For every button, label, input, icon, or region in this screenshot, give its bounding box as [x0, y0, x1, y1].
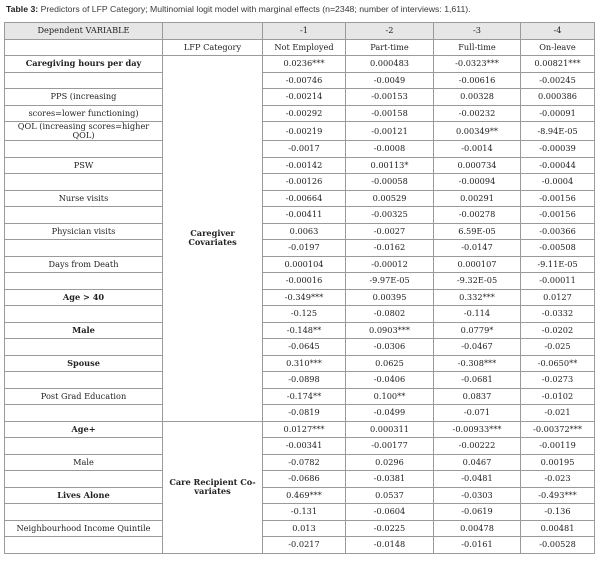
value-cell: -0.00746 — [263, 72, 346, 89]
table-row — [5, 372, 595, 389]
row-label-text: Age > 40 — [62, 291, 105, 302]
value-cell: -0.00156 — [521, 207, 595, 224]
value-cell: -0.00232 — [434, 105, 521, 122]
value-cell: 0.0903*** — [346, 322, 434, 339]
group-label: Caregiver Covariates — [188, 228, 237, 248]
row-label: Male — [5, 454, 163, 471]
table-row — [5, 174, 595, 191]
value-cell: -0.00341 — [263, 438, 346, 455]
row-label — [5, 504, 163, 521]
value-cell: 0.000104 — [263, 256, 346, 273]
row-label — [5, 207, 163, 224]
row-label — [5, 355, 163, 372]
row-label — [5, 273, 163, 290]
value-cell: -0.023 — [521, 471, 595, 488]
value-cell: -0.0017 — [263, 141, 346, 158]
row-label: Nurse visits — [5, 190, 163, 207]
header-blank — [5, 39, 163, 56]
value-cell: -0.0406 — [346, 372, 434, 389]
row-label-text: Spouse — [67, 357, 100, 368]
row-label — [5, 289, 163, 306]
value-cell: -0.00158 — [346, 105, 434, 122]
value-cell: -0.0303 — [434, 487, 521, 504]
row-label — [5, 306, 163, 323]
value-cell: -0.0148 — [346, 537, 434, 554]
value-cell: -0.00016 — [263, 273, 346, 290]
table-row — [5, 89, 595, 106]
row-label-text: Male — [72, 324, 95, 335]
value-cell: -0.174** — [263, 388, 346, 405]
value-cell: -0.00177 — [346, 438, 434, 455]
col-cat-4: On-leave — [521, 39, 595, 56]
value-cell: 0.0127*** — [263, 421, 346, 438]
value-cell: -0.0604 — [346, 504, 434, 521]
caption-label: Table 3: — [6, 4, 39, 14]
row-label — [5, 141, 163, 158]
table-row — [5, 141, 595, 158]
value-cell: -0.0819 — [263, 405, 346, 422]
value-cell: -0.0332 — [521, 306, 595, 323]
table-row — [5, 157, 595, 174]
care-recipient-covariates-group — [163, 421, 263, 553]
value-cell: -0.00011 — [521, 273, 595, 290]
table-row — [5, 122, 595, 141]
value-cell: 0.00395 — [346, 289, 434, 306]
value-cell: -0.021 — [521, 405, 595, 422]
value-cell: -0.136 — [521, 504, 595, 521]
value-cell: -9.11E-05 — [521, 256, 595, 273]
col-cat-1: Not Employed — [263, 39, 346, 56]
table-row — [5, 405, 595, 422]
value-cell: -0.00372*** — [521, 421, 595, 438]
value-cell: -0.00219 — [263, 122, 346, 141]
value-cell: -0.0202 — [521, 322, 595, 339]
table-row — [5, 306, 595, 323]
value-cell: 0.0625 — [346, 355, 434, 372]
table-row — [5, 273, 595, 290]
col-num-1: -1 — [263, 23, 346, 40]
value-cell: -0.0225 — [346, 520, 434, 537]
row-label — [5, 471, 163, 488]
value-cell: 0.00195 — [521, 454, 595, 471]
row-label — [5, 72, 163, 89]
value-cell: -0.00222 — [434, 438, 521, 455]
table-row — [5, 256, 595, 273]
value-cell: -0.0681 — [434, 372, 521, 389]
value-cell: 6.59E-05 — [434, 223, 521, 240]
value-cell: -0.0381 — [346, 471, 434, 488]
row-label — [5, 339, 163, 356]
table-caption — [6, 4, 471, 14]
value-cell: -0.00411 — [263, 207, 346, 224]
table-row — [5, 240, 595, 257]
table-row — [5, 289, 595, 306]
value-cell: 0.000734 — [434, 157, 521, 174]
row-label — [5, 537, 163, 554]
value-cell: 0.0236*** — [263, 56, 346, 73]
header-row-numbers — [5, 23, 595, 40]
row-label-text: Age+ — [71, 423, 96, 434]
value-cell: -0.0147 — [434, 240, 521, 257]
value-cell: -0.00616 — [434, 72, 521, 89]
value-cell: 0.013 — [263, 520, 346, 537]
table-row — [5, 322, 595, 339]
value-cell: 0.0837 — [434, 388, 521, 405]
value-cell: -0.00119 — [521, 438, 595, 455]
row-label — [5, 421, 163, 438]
value-cell: -8.94E-05 — [521, 122, 595, 141]
value-cell: -0.0027 — [346, 223, 434, 240]
value-cell: 0.00821*** — [521, 56, 595, 73]
value-cell: -0.00214 — [263, 89, 346, 106]
value-cell: -0.00126 — [263, 174, 346, 191]
value-cell: -0.308*** — [434, 355, 521, 372]
value-cell: -0.0004 — [521, 174, 595, 191]
value-cell: -0.349*** — [263, 289, 346, 306]
table-row — [5, 190, 595, 207]
value-cell: -0.493*** — [521, 487, 595, 504]
value-cell: -0.0686 — [263, 471, 346, 488]
value-cell: -9.32E-05 — [434, 273, 521, 290]
value-cell: -0.0499 — [346, 405, 434, 422]
row-label: QOL (increasing scores=higher QOL) — [5, 122, 163, 141]
table-row — [5, 438, 595, 455]
col-num-4: -4 — [521, 23, 595, 40]
row-label — [5, 372, 163, 389]
table-row — [5, 105, 595, 122]
value-cell: -0.0049 — [346, 72, 434, 89]
value-cell: 0.100** — [346, 388, 434, 405]
value-cell: -0.0467 — [434, 339, 521, 356]
value-cell: -0.0650** — [521, 355, 595, 372]
row-label: PSW — [5, 157, 163, 174]
value-cell: 0.00349** — [434, 122, 521, 141]
value-cell: 0.00529 — [346, 190, 434, 207]
table-row — [5, 56, 595, 73]
value-cell: 0.00328 — [434, 89, 521, 106]
value-cell: 0.0296 — [346, 454, 434, 471]
value-cell: -0.0802 — [346, 306, 434, 323]
header-blank — [163, 23, 263, 40]
value-cell: 0.000311 — [346, 421, 434, 438]
value-cell: 0.469*** — [263, 487, 346, 504]
value-cell: -0.00044 — [521, 157, 595, 174]
col-cat-3: Full-time — [434, 39, 521, 56]
value-cell: -0.0323*** — [434, 56, 521, 73]
table-row — [5, 471, 595, 488]
value-cell: -0.00278 — [434, 207, 521, 224]
table-row — [5, 421, 595, 438]
dependent-variable-header: Dependent VARIABLE — [5, 23, 163, 40]
value-cell: -9.97E-05 — [346, 273, 434, 290]
row-label — [5, 240, 163, 257]
col-num-3: -3 — [434, 23, 521, 40]
table-row — [5, 339, 595, 356]
value-cell: -0.00366 — [521, 223, 595, 240]
value-cell: -0.148** — [263, 322, 346, 339]
value-cell: 0.0467 — [434, 454, 521, 471]
row-label: Days from Death — [5, 256, 163, 273]
value-cell: -0.0197 — [263, 240, 346, 257]
row-label — [5, 322, 163, 339]
row-label: Physician visits — [5, 223, 163, 240]
row-label: Neighbourhood Income Quintile — [5, 520, 163, 537]
value-cell: -0.025 — [521, 339, 595, 356]
header-row-categories — [5, 39, 595, 56]
row-label-text: Lives Alone — [57, 489, 110, 500]
value-cell: -0.00012 — [346, 256, 434, 273]
value-cell: -0.0306 — [346, 339, 434, 356]
value-cell: -0.00245 — [521, 72, 595, 89]
row-label — [5, 56, 163, 73]
value-cell: -0.0008 — [346, 141, 434, 158]
value-cell: 0.0537 — [346, 487, 434, 504]
table-row — [5, 223, 595, 240]
caption-text: Predictors of LFP Category; Multinomial logit model with marginal effects (n=2348; number of interviews: 1,611). — [38, 4, 471, 14]
value-cell: 0.0127 — [521, 289, 595, 306]
value-cell: -0.0481 — [434, 471, 521, 488]
table-row — [5, 207, 595, 224]
value-cell: -0.0162 — [346, 240, 434, 257]
value-cell: 0.00478 — [434, 520, 521, 537]
group-label: Care Recipient Co-variates — [169, 477, 256, 496]
value-cell: -0.0898 — [263, 372, 346, 389]
table-row — [5, 504, 595, 521]
value-cell: -0.00933*** — [434, 421, 521, 438]
value-cell: 0.000483 — [346, 56, 434, 73]
value-cell: -0.00664 — [263, 190, 346, 207]
value-cell: -0.071 — [434, 405, 521, 422]
value-cell: -0.00528 — [521, 537, 595, 554]
value-cell: 0.00291 — [434, 190, 521, 207]
value-cell: -0.00058 — [346, 174, 434, 191]
table-row — [5, 388, 595, 405]
row-label-text: Caregiving hours per day — [25, 58, 142, 69]
value-cell: -0.00325 — [346, 207, 434, 224]
value-cell: -0.0161 — [434, 537, 521, 554]
table-row — [5, 72, 595, 89]
value-cell: -0.0102 — [521, 388, 595, 405]
table-row — [5, 520, 595, 537]
row-label: PPS (increasing — [5, 89, 163, 106]
table-row — [5, 487, 595, 504]
value-cell: 0.000107 — [434, 256, 521, 273]
value-cell: 0.0779* — [434, 322, 521, 339]
value-cell: -0.00142 — [263, 157, 346, 174]
value-cell: -0.114 — [434, 306, 521, 323]
table-row — [5, 537, 595, 554]
results-table — [4, 22, 595, 554]
table-row — [5, 355, 595, 372]
col-num-2: -2 — [346, 23, 434, 40]
row-label — [5, 174, 163, 191]
value-cell: -0.00156 — [521, 190, 595, 207]
value-cell: -0.0014 — [434, 141, 521, 158]
value-cell: -0.131 — [263, 504, 346, 521]
value-cell: -0.0782 — [263, 454, 346, 471]
value-cell: 0.332*** — [434, 289, 521, 306]
row-label — [5, 438, 163, 455]
row-label: scores=lower functioning) — [5, 105, 163, 122]
value-cell: -0.00153 — [346, 89, 434, 106]
value-cell: 0.0063 — [263, 223, 346, 240]
value-cell: 0.00113* — [346, 157, 434, 174]
value-cell: -0.0273 — [521, 372, 595, 389]
table-row — [5, 454, 595, 471]
value-cell: -0.0645 — [263, 339, 346, 356]
value-cell: -0.00039 — [521, 141, 595, 158]
value-cell: -0.00292 — [263, 105, 346, 122]
value-cell: -0.00508 — [521, 240, 595, 257]
row-label: Post Grad Education — [5, 388, 163, 405]
value-cell: 0.310*** — [263, 355, 346, 372]
value-cell: 0.000386 — [521, 89, 595, 106]
row-label — [5, 405, 163, 422]
value-cell: -0.00091 — [521, 105, 595, 122]
value-cell: -0.0217 — [263, 537, 346, 554]
value-cell: -0.00121 — [346, 122, 434, 141]
lfp-category-header: LFP Category — [163, 39, 263, 56]
row-label — [5, 487, 163, 504]
value-cell: -0.0619 — [434, 504, 521, 521]
value-cell: -0.00094 — [434, 174, 521, 191]
caregiver-covariates-group — [163, 56, 263, 422]
col-cat-2: Part-time — [346, 39, 434, 56]
value-cell: 0.00481 — [521, 520, 595, 537]
value-cell: -0.125 — [263, 306, 346, 323]
